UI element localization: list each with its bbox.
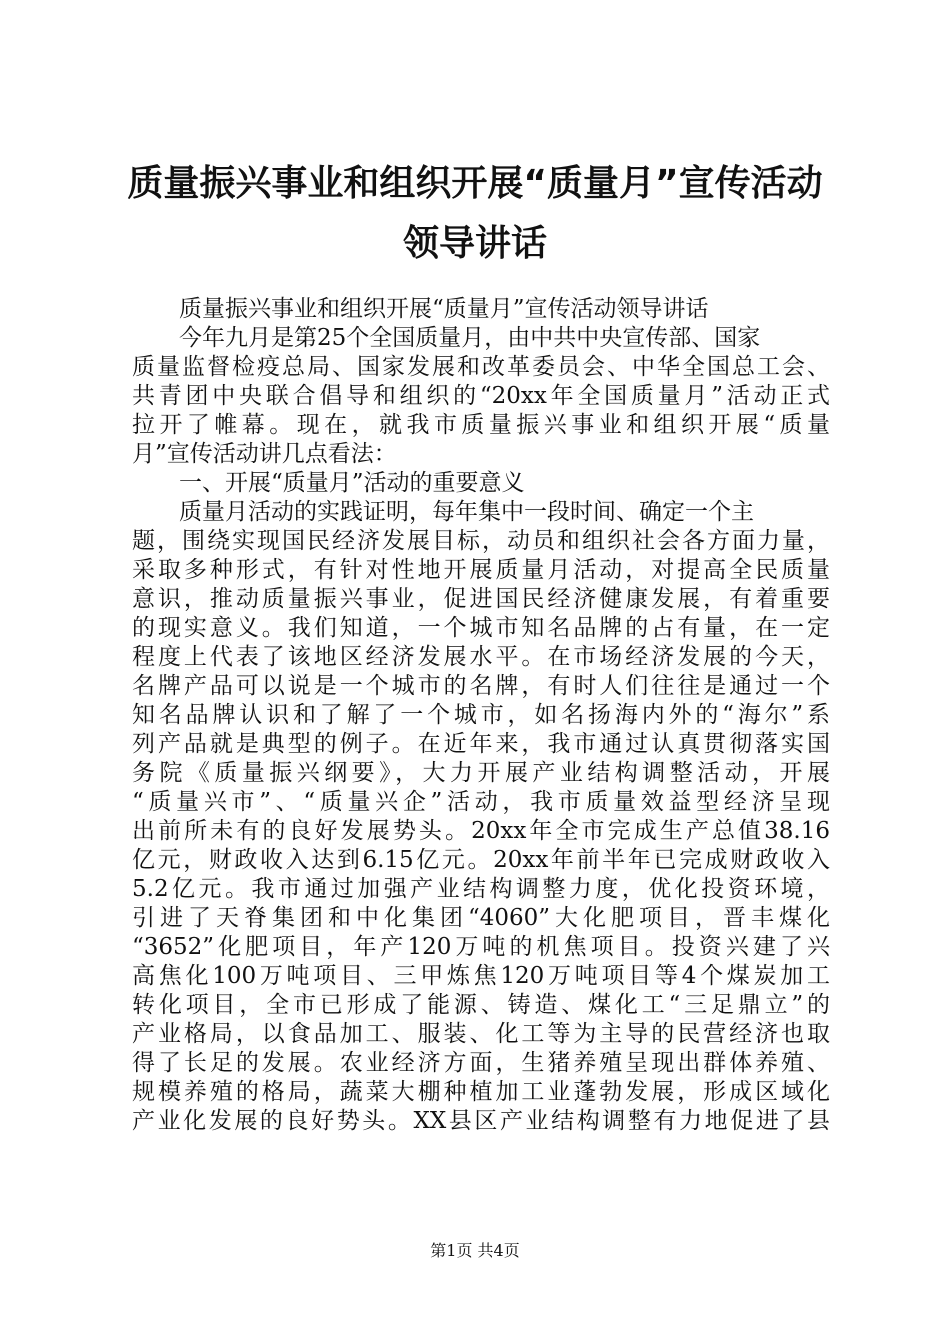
body-line: 月”宣传活动讲几点看法：	[132, 441, 397, 467]
body-line: 5.2亿元。我市通过加强产业结构调整力度，优化投资环境，	[132, 876, 830, 902]
page-number-footer: 第1页 共4页	[430, 1241, 520, 1260]
body-line: 务院《质量振兴纲要》，大力开展产业结构调整活动，开展	[132, 760, 830, 786]
body-line: 出前所未有的良好发展势头。20xx年全市完成生产总值38.16	[132, 818, 830, 844]
body-line: 质量监督检疫总局、国家发展和改革委员会、中华全国总工会、	[132, 354, 830, 380]
body-line: 质量振兴事业和组织开展“质量月”宣传活动领导讲话	[179, 296, 709, 322]
body-line: 采取多种形式，有针对性地开展质量月活动，对提高全民质量	[132, 557, 830, 583]
body-line: 共青团中央联合倡导和组织的“20xx年全国质量月”活动正式	[132, 383, 830, 409]
body-line: “3652”化肥项目，年产120万吨的机焦项目。投资兴建了兴	[132, 934, 830, 960]
body-line: 拉开了帷幕。现在，就我市质量振兴事业和组织开展“质量	[132, 412, 830, 438]
body-line: 转化项目，全市已形成了能源、铸造、煤化工“三足鼎立”的	[132, 992, 830, 1018]
body-line: 产业格局，以食品加工、服装、化工等为主导的民营经济也取	[132, 1021, 830, 1047]
section-heading: 一、开展“质量月”活动的重要意义	[179, 470, 525, 496]
body-line: 引进了天脊集团和中化集团“4060”大化肥项目，晋丰煤化	[132, 905, 830, 931]
body-line: 高焦化100万吨项目、三甲炼焦120万吨项目等4个煤炭加工	[132, 963, 830, 989]
body-line: 程度上代表了该地区经济发展水平。在市场经济发展的今天，	[132, 644, 830, 670]
body-line: 得了长足的发展。农业经济方面，生猪养殖呈现出群体养殖、	[132, 1050, 830, 1076]
body-line: 名牌产品可以说是一个城市的名牌，有时人们往往是通过一个	[132, 673, 830, 699]
body-line: 的现实意义。我们知道，一个城市知名品牌的占有量，在一定	[132, 615, 830, 641]
document-title-line-1: 质量振兴事业和组织开展“质量月”宣传活动	[127, 163, 823, 204]
body-line: 产业化发展的良好势头。XX县区产业结构调整有力地促进了县	[132, 1108, 830, 1134]
body-line: 意识，推动质量振兴事业，促进国民经济健康发展，有着重要	[132, 586, 830, 612]
body-line: 亿元，财政收入达到6.15亿元。20xx年前半年已完成财政收入	[132, 847, 830, 873]
body-line: “质量兴市”、“质量兴企”活动，我市质量效益型经济呈现	[132, 789, 830, 815]
body-line: 规模养殖的格局，蔬菜大棚种植加工业蓬勃发展，形成区域化	[132, 1079, 830, 1105]
body-line: 今年九月是第25个全国质量月，由中共中央宣传部、国家	[179, 325, 761, 351]
document-body	[132, 295, 830, 1136]
body-line: 知名品牌认识和了解了一个城市，如名扬海内外的“海尔”系	[132, 702, 830, 728]
body-line: 题，围绕实现国民经济发展目标，动员和组织社会各方面力量，	[132, 528, 830, 554]
body-line: 列产品就是典型的例子。在近年来，我市通过认真贯彻落实国	[132, 731, 830, 757]
body-line: 质量月活动的实践证明，每年集中一段时间、确定一个主	[179, 499, 754, 525]
document-title-line-2: 领导讲话	[402, 223, 547, 264]
